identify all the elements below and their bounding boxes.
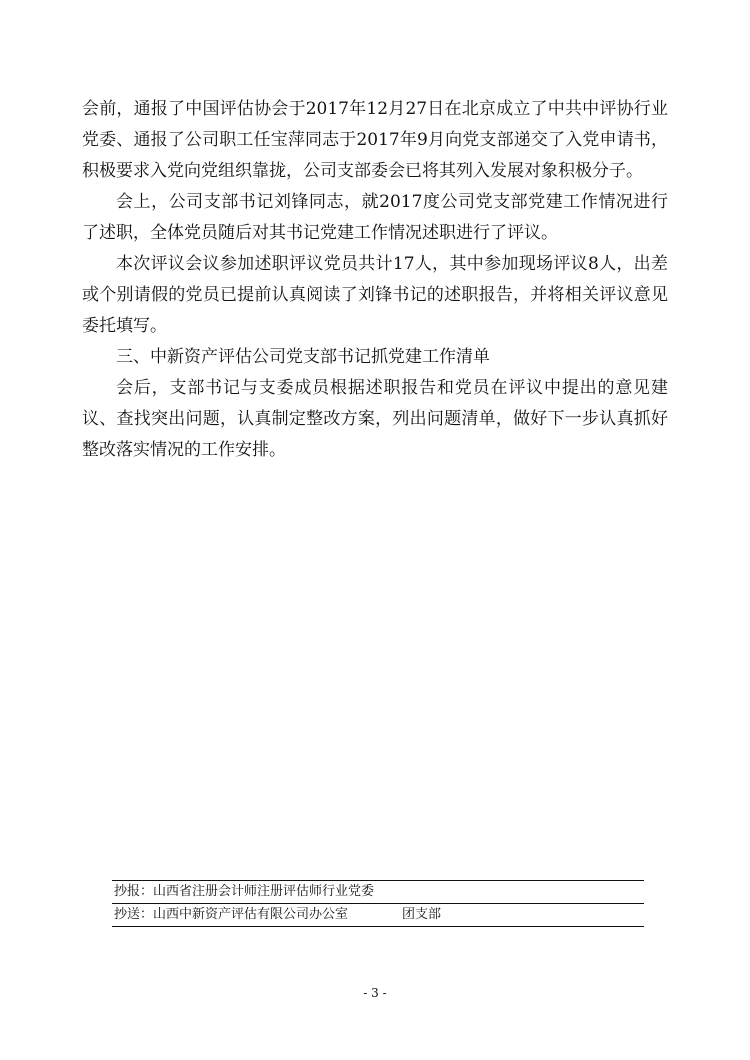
report-to-label: 抄报： (114, 884, 154, 899)
distribution-footer (112, 880, 644, 927)
report-to-recipient: 山西省注册会计师注册评估师行业党委 (153, 884, 375, 899)
copy-to-line (112, 904, 644, 926)
paragraph-during-meeting: 会上，公司支部书记刘锋同志，就2017度公司党支部党建工作情况进行了述职，全体党员随后对其书记党建工作情况述职进行了评议。 (82, 192, 668, 243)
paragraph-attendance: 本次评议会议参加述职评议党员共计17人，其中参加现场评议8人，出差或个别请假的党员已提前认真阅读了刘锋书记的述职报告，并将相关评议意见委托填写。 (82, 254, 668, 336)
section-heading-three: 三、中新资产评估公司党支部书记抓党建工作清单 (116, 347, 490, 367)
footer-bottom-rule (112, 926, 644, 927)
paragraph-post-meeting: 会后，支部书记与支委成员根据述职报告和党员在评议中提出的意见建议、查找突出问题，认真制定整改方案，列出问题清单，做好下一步认真抓好整改落实情况的工作安排。 (82, 378, 668, 460)
copy-to-recipient-office: 山西中新资产评估有限公司办公室 (153, 907, 349, 922)
paragraph-pre-meeting: 会前，通报了中国评估协会于2017年12月27日在北京成立了中共中评协行业党委、通报了公司职工任宝萍同志于2017年9月向党支部递交了入党申请书，积极要求入党向党组织靠拢，公司支部委会已将其列入发展对象积极分子。 (82, 99, 668, 181)
copy-to-recipient-league: 团支部 (402, 907, 442, 922)
report-to-line (112, 881, 644, 903)
page-number: - 3 - (363, 986, 387, 1000)
document-body (82, 94, 668, 466)
copy-to-label: 抄送： (114, 907, 154, 922)
